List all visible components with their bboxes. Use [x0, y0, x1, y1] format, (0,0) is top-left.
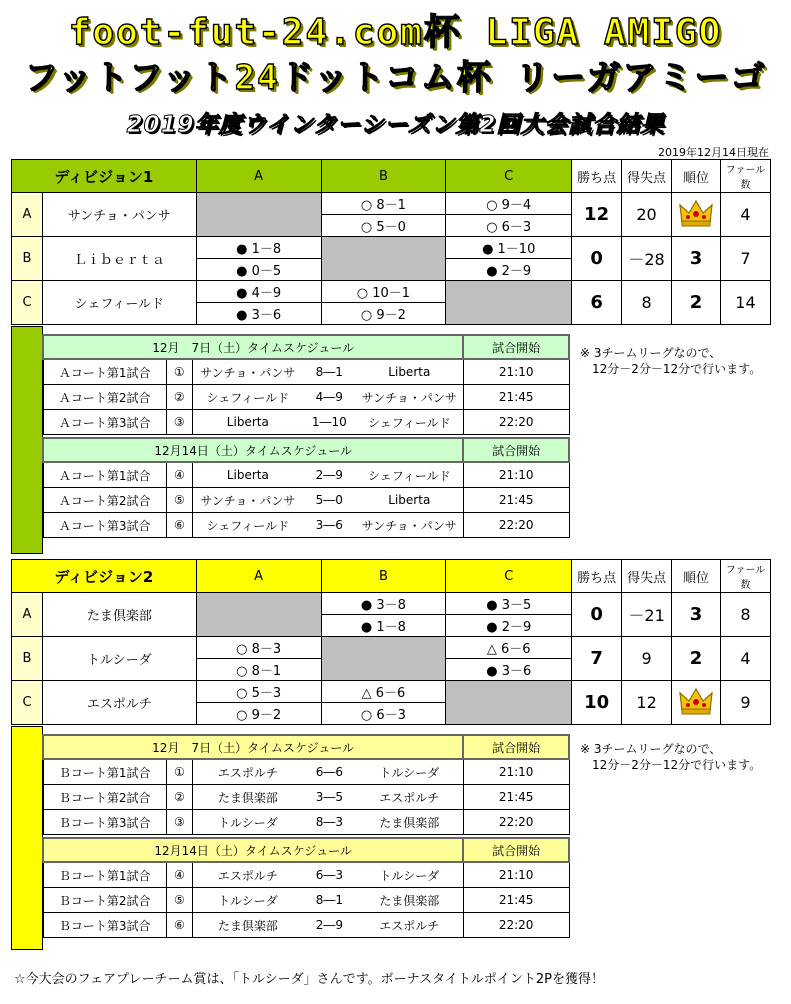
- game-row: [43, 759, 569, 785]
- score: 1―10: [303, 410, 356, 435]
- schedule-table: [42, 734, 570, 835]
- game-number: ③: [166, 810, 192, 835]
- league-note: [580, 741, 761, 773]
- kickoff-time: 21:45: [463, 488, 569, 513]
- title-line1: foot-fut-24.com杯 LIGA AMIGO: [68, 12, 723, 53]
- self-match-cell: [321, 237, 446, 281]
- away-team: トルシーダ: [356, 862, 464, 888]
- note-line2: 12分－2分－12分で行います。: [592, 758, 762, 772]
- standings-table: [11, 559, 771, 725]
- team-row: [12, 193, 771, 215]
- team-name: エスポルチ: [42, 681, 196, 725]
- team-name: Ｌｉｂｅｒｔａ: [42, 237, 196, 281]
- self-match-cell: [196, 593, 321, 637]
- note-line1: ※ 3チームリーグなので、: [580, 346, 722, 360]
- col-goal-diff: 得失点: [622, 560, 672, 593]
- kickoff-time: 21:10: [463, 759, 569, 785]
- col-fouls: ファール数: [721, 560, 771, 593]
- game-row: [43, 913, 569, 938]
- fouls: 9: [721, 681, 771, 725]
- subtitle: 2019年度ウインターシーズン第2回大会試合結果: [126, 112, 665, 138]
- court: Ｂコート第3試合: [43, 913, 166, 938]
- match-result: ● 4－9: [196, 281, 321, 303]
- away-team: シェフィールド: [356, 410, 464, 435]
- kickoff-time: 21:45: [463, 385, 569, 410]
- team-letter: B: [12, 637, 43, 681]
- team-row: [12, 681, 771, 703]
- team-letter: A: [12, 193, 43, 237]
- score: 3―5: [303, 785, 356, 810]
- match-result: ○ 9－4: [446, 193, 572, 215]
- game-row: [43, 810, 569, 835]
- fouls: 7: [720, 237, 770, 281]
- away-team: たま倶楽部: [356, 810, 464, 835]
- game-number: ⑤: [166, 888, 192, 913]
- col-a: A: [196, 560, 321, 593]
- rank: 3: [672, 237, 721, 281]
- title-line2: フットフット24ドットコム杯 リーガアミーゴ: [24, 58, 767, 98]
- goal-diff: －21: [622, 593, 672, 637]
- match-result: ○ 9－2: [196, 703, 321, 725]
- points: 10: [572, 681, 622, 725]
- court: Ａコート第2試合: [43, 488, 166, 513]
- match-result: ● 1－10: [446, 237, 572, 259]
- game-row: [43, 785, 569, 810]
- game-number: ②: [166, 385, 192, 410]
- away-team: エスポルチ: [356, 785, 464, 810]
- court: Ａコート第1試合: [43, 462, 166, 488]
- crown-icon: [679, 199, 713, 227]
- schedule-title: 12月14日（土）タイムスケジュール: [43, 438, 463, 462]
- team-name: シェフィールド: [42, 281, 196, 325]
- team-letter: A: [12, 593, 43, 637]
- kickoff-time: 21:45: [463, 785, 569, 810]
- score: 2―9: [303, 913, 356, 938]
- home-team: たま倶楽部: [192, 913, 303, 938]
- score: 8―1: [303, 888, 356, 913]
- match-result: ● 2－9: [446, 615, 572, 637]
- col-c: C: [446, 560, 572, 593]
- match-result: ○ 5－0: [321, 215, 446, 237]
- team-letter: C: [12, 681, 43, 725]
- away-team: Liberta: [356, 488, 464, 513]
- game-row: [43, 862, 569, 888]
- points: 7: [572, 637, 622, 681]
- game-row: [43, 488, 569, 513]
- goal-diff: 9: [622, 637, 672, 681]
- game-row: [43, 462, 569, 488]
- standings-table: [11, 159, 771, 325]
- fouls: 8: [721, 593, 771, 637]
- game-number: ①: [166, 759, 192, 785]
- kickoff-time: 22:20: [463, 513, 569, 538]
- start-time-header: 試合開始: [463, 735, 569, 759]
- away-team: サンチョ・パンサ: [356, 385, 464, 410]
- team-letter: C: [12, 281, 43, 325]
- rank-crown: [672, 681, 721, 725]
- rank: 2: [672, 281, 721, 325]
- col-goal-diff: 得失点: [622, 160, 672, 193]
- game-row: [43, 513, 569, 538]
- score: 5―0: [303, 488, 356, 513]
- team-row: [12, 237, 771, 259]
- game-row: [43, 359, 569, 385]
- team-row: [12, 593, 771, 615]
- game-row: [43, 888, 569, 913]
- points: 6: [572, 281, 622, 325]
- match-result: ○ 5－3: [196, 681, 321, 703]
- score: 4―9: [303, 385, 356, 410]
- col-b: B: [321, 560, 446, 593]
- court: Ｂコート第3試合: [43, 810, 166, 835]
- away-team: Liberta: [356, 359, 464, 385]
- match-result: ● 3－5: [446, 593, 572, 615]
- division-name: ディビジョン2: [12, 560, 197, 593]
- court: Ａコート第1試合: [43, 359, 166, 385]
- home-team: トルシーダ: [192, 888, 303, 913]
- court: Ａコート第3試合: [43, 513, 166, 538]
- court: Ａコート第3試合: [43, 410, 166, 435]
- court: Ｂコート第2試合: [43, 785, 166, 810]
- match-result: ● 1－8: [196, 237, 321, 259]
- self-match-cell: [446, 281, 572, 325]
- schedule-table: [42, 837, 570, 938]
- rank: 2: [672, 637, 721, 681]
- home-team: トルシーダ: [192, 810, 303, 835]
- home-team: エスポルチ: [192, 759, 303, 785]
- goal-diff: －28: [622, 237, 672, 281]
- game-number: ⑥: [166, 913, 192, 938]
- match-result: ○ 6－3: [321, 703, 446, 725]
- schedule-sidebar: [11, 726, 43, 950]
- col-b: B: [321, 160, 446, 193]
- team-letter: B: [12, 237, 43, 281]
- team-name: サンチョ・パンサ: [42, 193, 196, 237]
- rank: 3: [672, 593, 721, 637]
- start-time-header: 試合開始: [463, 335, 569, 359]
- match-result: ● 3－8: [321, 593, 446, 615]
- match-result: ○ 10－1: [321, 281, 446, 303]
- schedule-title: 12月 7日（土）タイムスケジュール: [43, 735, 463, 759]
- score: 8―3: [303, 810, 356, 835]
- kickoff-time: 22:20: [463, 810, 569, 835]
- score: 6―3: [303, 862, 356, 888]
- goal-diff: 20: [622, 193, 672, 237]
- fouls: 14: [720, 281, 770, 325]
- as-of-date: 2019年12月14日現在: [658, 146, 769, 159]
- home-team: Liberta: [192, 410, 303, 435]
- match-result: ● 3－6: [196, 303, 321, 325]
- fair-play-footer: ☆今大会のフェアプレーチーム賞は、「トルシーダ」さんです。ボーナスタイトルポイント2Pを獲得！: [14, 972, 604, 987]
- game-number: ④: [166, 862, 192, 888]
- team-row: [12, 281, 771, 303]
- kickoff-time: 21:10: [463, 462, 569, 488]
- score: 2―9: [303, 462, 356, 488]
- away-team: エスポルチ: [356, 913, 464, 938]
- court: Ｂコート第2試合: [43, 888, 166, 913]
- score: 6―6: [303, 759, 356, 785]
- start-time-header: 試合開始: [463, 838, 569, 862]
- home-team: シェフィールド: [192, 513, 303, 538]
- points: 12: [572, 193, 622, 237]
- note-line1: ※ 3チームリーグなので、: [580, 742, 722, 756]
- game-number: ③: [166, 410, 192, 435]
- match-result: ○ 8－1: [196, 659, 321, 681]
- court: Ｂコート第1試合: [43, 862, 166, 888]
- match-result: ○ 8－1: [321, 193, 446, 215]
- kickoff-time: 22:20: [463, 410, 569, 435]
- schedule-title: 12月14日（土）タイムスケジュール: [43, 838, 463, 862]
- home-team: シェフィールド: [192, 385, 303, 410]
- division-name: ディビジョン1: [12, 160, 197, 193]
- self-match-cell: [196, 193, 321, 237]
- home-team: エスポルチ: [192, 862, 303, 888]
- self-match-cell: [446, 681, 572, 725]
- home-team: サンチョ・パンサ: [192, 359, 303, 385]
- col-rank: 順位: [672, 160, 721, 193]
- game-number: ①: [166, 359, 192, 385]
- points: 0: [572, 237, 622, 281]
- fouls: 4: [721, 637, 771, 681]
- kickoff-time: 21:10: [463, 359, 569, 385]
- game-number: ⑤: [166, 488, 192, 513]
- kickoff-time: 21:10: [463, 862, 569, 888]
- away-team: トルシーダ: [356, 759, 464, 785]
- schedule-sidebar: [11, 326, 43, 554]
- self-match-cell: [321, 637, 446, 681]
- match-result: ● 2－9: [446, 259, 572, 281]
- start-time-header: 試合開始: [463, 438, 569, 462]
- game-number: ④: [166, 462, 192, 488]
- league-note: [580, 345, 761, 377]
- match-result: ○ 9－2: [321, 303, 446, 325]
- court: Ｂコート第1試合: [43, 759, 166, 785]
- game-row: [43, 410, 569, 435]
- away-team: シェフィールド: [356, 462, 464, 488]
- match-result: ● 1－8: [321, 615, 446, 637]
- home-team: Liberta: [192, 462, 303, 488]
- schedule-title: 12月 7日（土）タイムスケジュール: [43, 335, 463, 359]
- kickoff-time: 22:20: [463, 913, 569, 938]
- schedule-table: [42, 437, 570, 538]
- score: 8―1: [303, 359, 356, 385]
- home-team: サンチョ・パンサ: [192, 488, 303, 513]
- home-team: たま倶楽部: [192, 785, 303, 810]
- match-result: ○ 6－3: [446, 215, 572, 237]
- game-number: ②: [166, 785, 192, 810]
- score: 3―6: [303, 513, 356, 538]
- col-points: 勝ち点: [572, 560, 622, 593]
- rank-crown: [672, 193, 721, 237]
- col-a: A: [196, 160, 321, 193]
- schedule-table: [42, 334, 570, 435]
- col-fouls: ファール数: [720, 160, 770, 193]
- goal-diff: 8: [622, 281, 672, 325]
- game-number: ⑥: [166, 513, 192, 538]
- team-name: たま倶楽部: [42, 593, 196, 637]
- team-row: [12, 637, 771, 659]
- match-result: ● 0－5: [196, 259, 321, 281]
- game-row: [43, 385, 569, 410]
- match-result: △ 6－6: [446, 637, 572, 659]
- col-rank: 順位: [672, 560, 721, 593]
- kickoff-time: 21:45: [463, 888, 569, 913]
- match-result: △ 6－6: [321, 681, 446, 703]
- match-result: ○ 8－3: [196, 637, 321, 659]
- fouls: 4: [720, 193, 770, 237]
- note-line2: 12分－2分－12分で行います。: [592, 362, 762, 376]
- court: Ａコート第2試合: [43, 385, 166, 410]
- team-name: トルシーダ: [42, 637, 196, 681]
- col-c: C: [446, 160, 572, 193]
- away-team: サンチョ・パンサ: [356, 513, 464, 538]
- crown-icon: [679, 687, 713, 715]
- col-points: 勝ち点: [572, 160, 622, 193]
- match-result: ● 3－6: [446, 659, 572, 681]
- goal-diff: 12: [622, 681, 672, 725]
- points: 0: [572, 593, 622, 637]
- away-team: たま倶楽部: [356, 888, 464, 913]
